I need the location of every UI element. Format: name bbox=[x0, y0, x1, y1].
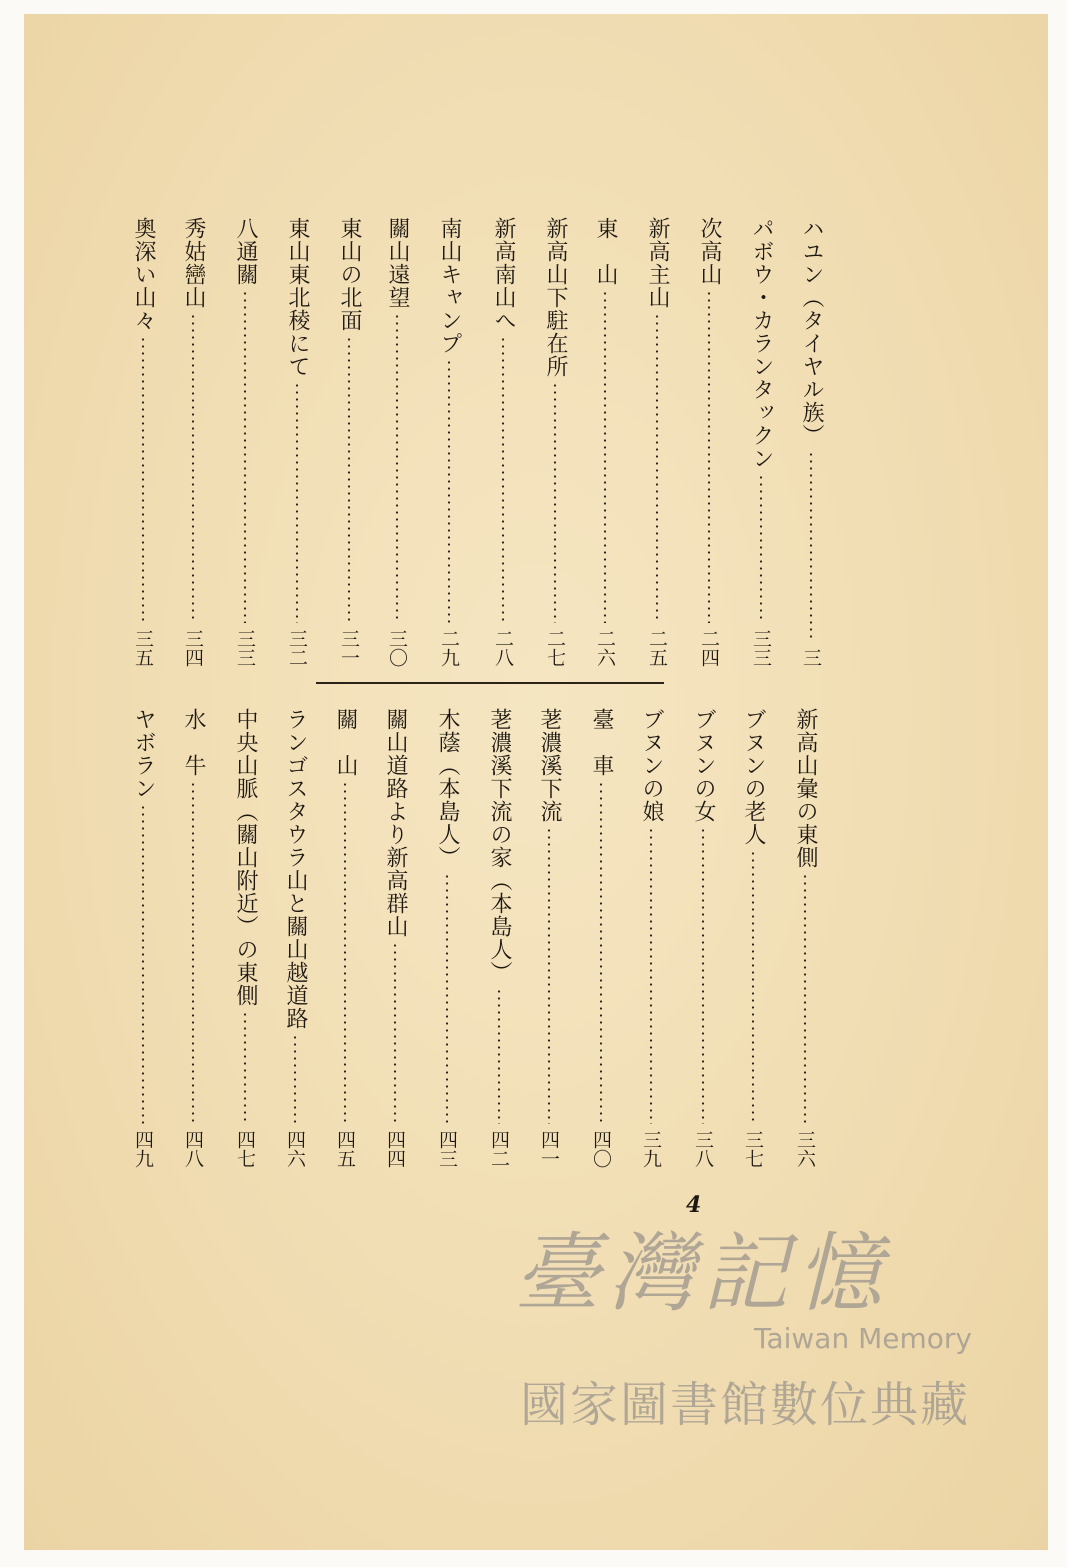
page-number: 4 bbox=[686, 1192, 702, 1218]
toc-entry bbox=[796, 217, 826, 667]
leader-dots bbox=[553, 382, 557, 623]
toc-entry-title: 東 山 bbox=[593, 217, 618, 286]
toc-entry bbox=[488, 217, 518, 667]
leader-dots bbox=[501, 336, 505, 623]
toc-entry-page: 三〇 bbox=[386, 629, 408, 667]
toc-entry bbox=[694, 217, 724, 667]
leader-dots bbox=[701, 827, 705, 1124]
toc-entry-page: 二六 bbox=[594, 629, 616, 667]
toc-entry-page: 四七 bbox=[234, 1130, 256, 1168]
toc-entry-title: 次高山 bbox=[697, 217, 722, 286]
leader-dots bbox=[191, 781, 195, 1124]
toc-entry-page: 二七 bbox=[544, 629, 566, 667]
toc-entry bbox=[738, 708, 768, 1168]
leader-dots bbox=[243, 290, 247, 623]
leader-dots bbox=[393, 942, 397, 1124]
toc-entry bbox=[178, 217, 208, 667]
leader-dots bbox=[655, 313, 659, 623]
toc-entry-title: 南山キャンプ bbox=[437, 217, 462, 355]
toc-entry-title: 臺 車 bbox=[589, 708, 614, 777]
toc-entry-page: 四四 bbox=[384, 1130, 406, 1168]
toc-entry bbox=[178, 708, 208, 1168]
toc-entry-title: 木蔭（本島人） bbox=[435, 708, 460, 869]
toc-entry-page: 三 bbox=[800, 648, 822, 667]
toc-entry-page: 三五 bbox=[132, 629, 154, 667]
toc-entry-title: 奧深い山々 bbox=[131, 217, 156, 332]
toc-entry-page: 三三 bbox=[234, 629, 256, 667]
watermark-logo bbox=[484, 1204, 1044, 1504]
toc-entry-page: 四五 bbox=[334, 1130, 356, 1168]
toc-entry-page: 四三 bbox=[436, 1130, 458, 1168]
toc-entry-page: 二五 bbox=[646, 629, 668, 667]
watermark-chinese: 國家圖書館數位典藏 bbox=[520, 1377, 971, 1433]
toc-entry bbox=[636, 708, 666, 1168]
toc-entry bbox=[280, 708, 310, 1168]
toc-entry-title: 東山の北面 bbox=[337, 217, 362, 332]
toc-entry-title: ブヌンの女 bbox=[691, 708, 716, 823]
leader-dots bbox=[497, 988, 501, 1124]
toc-entry-page: 四〇 bbox=[590, 1130, 612, 1168]
separator-line bbox=[316, 682, 664, 684]
toc-entry-title: 八通關 bbox=[233, 217, 258, 286]
toc-entry-title: ブヌンの娘 bbox=[639, 708, 664, 823]
toc-entry bbox=[382, 217, 412, 667]
toc-entry-title: 荖濃溪下流の家（本島人） bbox=[487, 708, 512, 984]
toc-entry bbox=[282, 217, 312, 667]
leader-dots bbox=[649, 827, 653, 1124]
toc-entry-page: 三七 bbox=[742, 1130, 764, 1168]
toc-entry-title: ハユン（タイヤル族） bbox=[799, 217, 824, 447]
leader-dots bbox=[809, 451, 813, 642]
toc-entry bbox=[586, 708, 616, 1168]
toc-entry-page: 四一 bbox=[538, 1130, 560, 1168]
toc-entry bbox=[128, 708, 158, 1168]
leader-dots bbox=[445, 873, 449, 1124]
leader-dots bbox=[243, 1011, 247, 1124]
toc-entry bbox=[746, 217, 776, 667]
toc-entry-title: 中央山脈（關山附近）の東側 bbox=[233, 708, 258, 1007]
leader-dots bbox=[343, 781, 347, 1124]
toc-entry-page: 三六 bbox=[794, 1130, 816, 1168]
watermark-calligraphy: 臺灣記憶 bbox=[514, 1224, 890, 1324]
toc-entry-title: 關山道路より新高群山 bbox=[383, 708, 408, 938]
watermark-english: Taiwan Memory bbox=[754, 1322, 972, 1355]
toc-entry-title: ランゴスタウラ山と關山越道路 bbox=[283, 708, 308, 1030]
toc-entry-title: ブヌンの老人 bbox=[741, 708, 766, 846]
toc-entry bbox=[790, 708, 820, 1168]
toc-entry-title: 荖濃溪下流 bbox=[537, 708, 562, 823]
toc-entry bbox=[230, 217, 260, 667]
toc-entry-page: 二四 bbox=[698, 629, 720, 667]
toc-entry-title: 東山東北稜にて bbox=[285, 217, 310, 378]
toc-entry-title: 新高主山 bbox=[645, 217, 670, 309]
leader-dots bbox=[547, 827, 551, 1124]
toc-entry bbox=[432, 708, 462, 1168]
toc-entry-page: 三二 bbox=[286, 629, 308, 667]
toc-entry bbox=[688, 708, 718, 1168]
leader-dots bbox=[803, 873, 807, 1124]
toc-entry-page: 三四 bbox=[182, 629, 204, 667]
toc-entry-title: パボウ・カランタックン bbox=[749, 217, 774, 470]
toc-entry-title: 新高山下駐在所 bbox=[543, 217, 568, 378]
toc-entry bbox=[540, 217, 570, 667]
toc-entry bbox=[230, 708, 260, 1168]
leader-dots bbox=[295, 382, 299, 623]
leader-dots bbox=[347, 336, 351, 623]
toc-entry-page: 三三 bbox=[750, 629, 772, 667]
toc-entry bbox=[330, 708, 360, 1168]
toc-entry-page: 四九 bbox=[132, 1130, 154, 1168]
leader-dots bbox=[191, 313, 195, 623]
toc-entry bbox=[128, 217, 158, 667]
toc-entry bbox=[590, 217, 620, 667]
toc-entry-title: 新高山彙の東側 bbox=[793, 708, 818, 869]
leader-dots bbox=[707, 290, 711, 623]
toc-entry-page: 四二 bbox=[488, 1130, 510, 1168]
toc-entry-page: 三一 bbox=[338, 629, 360, 667]
toc-entry bbox=[642, 217, 672, 667]
leader-dots bbox=[141, 804, 145, 1124]
leader-dots bbox=[293, 1034, 297, 1124]
toc-entry bbox=[380, 708, 410, 1168]
toc-entry-title: 關 山 bbox=[333, 708, 358, 777]
leader-dots bbox=[447, 359, 451, 623]
toc-entry-page: 三八 bbox=[692, 1130, 714, 1168]
toc-entry-title: 水 牛 bbox=[181, 708, 206, 777]
toc-entry bbox=[434, 217, 464, 667]
leader-dots bbox=[395, 313, 399, 623]
leader-dots bbox=[603, 290, 607, 623]
toc-entry bbox=[534, 708, 564, 1168]
toc-entry-title: 秀姑巒山 bbox=[181, 217, 206, 309]
toc-entry-title: 關山遠望 bbox=[385, 217, 410, 309]
toc-entry-page: 二八 bbox=[492, 629, 514, 667]
leader-dots bbox=[141, 336, 145, 623]
toc-entry-title: ヤボラン bbox=[131, 708, 156, 800]
toc-entry bbox=[484, 708, 514, 1168]
book-page bbox=[24, 14, 1048, 1550]
toc-entry-title: 新高南山へ bbox=[491, 217, 516, 332]
toc-entry-page: 三九 bbox=[640, 1130, 662, 1168]
leader-dots bbox=[599, 781, 603, 1124]
toc-entry-page: 二九 bbox=[438, 629, 460, 667]
leader-dots bbox=[751, 850, 755, 1124]
leader-dots bbox=[759, 474, 763, 623]
toc-entry-page: 四八 bbox=[182, 1130, 204, 1168]
toc-entry-page: 四六 bbox=[284, 1130, 306, 1168]
toc-entry bbox=[334, 217, 364, 667]
